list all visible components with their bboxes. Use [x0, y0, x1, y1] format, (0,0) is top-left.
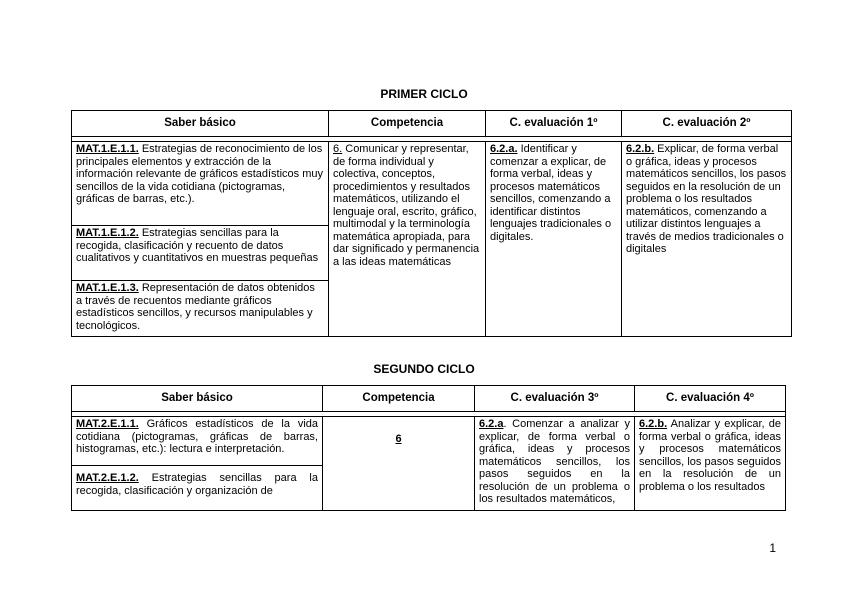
header-saber-basico: Saber básico	[72, 111, 329, 137]
saber-text: Estrategias de reconocimiento de los principales elementos y extracción de la información relevante de gráficos estadísticos muy sencillos de la vida cotidiana (pictogramas, gráficas de barras, etc.).	[76, 143, 324, 205]
header-competencia: Competencia	[329, 111, 486, 137]
saber-code: MAT.1.E.1.1.	[76, 143, 139, 155]
header-competencia: Competencia	[323, 386, 475, 412]
saber-text: Estrategias sencillas para la recogida, clasificación y organización de	[76, 472, 318, 497]
saber-cell	[72, 417, 323, 466]
saber-code: MAT.2.E.1.2.	[76, 472, 139, 484]
page-number: 1	[769, 541, 776, 555]
saber-text: Representación de datos obtenidos a través de recuentos mediante gráficos estadísticos sencillos, y recursos manipulables y tecnológicos.	[76, 282, 315, 332]
competencia-cell	[323, 417, 475, 511]
header-eval-1: C. evaluación 1º	[486, 111, 622, 137]
eval-text: Identificar y comenzar a explicar, de forma verbal, ideas y procesos matemáticos sencillos, comenzando a identificar distintos lenguajes tradicionales o digitales.	[490, 143, 612, 243]
eval-code: 6.2.a.	[490, 143, 518, 155]
saber-code: MAT.1.E.1.2.	[76, 227, 139, 239]
eval-4-cell	[635, 417, 786, 511]
saber-code: MAT.2.E.1.1.	[76, 418, 139, 430]
eval-1-cell	[486, 142, 622, 337]
eval-2-cell	[622, 142, 792, 337]
header-eval-4: C. evaluación 4º	[635, 386, 786, 412]
table-segundo-ciclo	[71, 385, 786, 511]
eval-code: 6.2.b.	[639, 418, 668, 430]
saber-cell	[72, 226, 329, 281]
competencia-num: 6	[395, 433, 402, 445]
saber-text: Gráficos estadísticos de la vida cotidiana (pictogramas, gráficas de barras, histogramas, etc.): lectura e interpretación.	[76, 418, 318, 455]
competencia-cell	[329, 142, 486, 337]
competencia-num: 6.	[333, 143, 343, 155]
section-title-primer-ciclo: PRIMER CICLO	[380, 87, 468, 101]
competencia-text: Comunicar y representar, de forma individual y colectiva, conceptos, procedimientos y resultados matemáticos, utilizando el lenguaje oral, escrito, gráfico, multimodal y la terminología matemática apropiada, para dar significado y permanencia a las ideas matemáticas	[333, 143, 480, 268]
table-primer-ciclo	[71, 110, 792, 337]
saber-text: Estrategias sencillas para la recogida, clasificación y recuento de datos cualitativos y cuantitativos en muestras pequeñas	[76, 227, 319, 264]
header-eval-3: C. evaluación 3º	[475, 386, 635, 412]
eval-code: 6.2.b.	[626, 143, 655, 155]
eval-text: Explicar, de forma verbal o gráfica, ideas y procesos matemáticos sencillos, los pasos seguidos en la resolución de un problema o los resultados matemáticos, comenzando a utilizar distintos lenguajes a través de medios tradicionales o digitales	[626, 143, 787, 255]
eval-3-cell	[475, 417, 635, 511]
saber-cell	[72, 142, 329, 226]
saber-cell	[72, 466, 323, 511]
eval-code: 6.2.a	[479, 418, 504, 430]
eval-text: . Comenzar a analizar y explicar, de forma verbal o gráfica, ideas y procesos matemáticos sencillos, los pasos seguidos en la resolución de un problema o los resultados matemáticos,	[479, 418, 630, 505]
section-title-segundo-ciclo: SEGUNDO CICLO	[373, 362, 475, 376]
header-saber-basico: Saber básico	[72, 386, 323, 412]
saber-code: MAT.1.E.1.3.	[76, 282, 139, 294]
header-eval-2: C. evaluación 2º	[622, 111, 792, 137]
eval-text: Analizar y explicar, de forma verbal o gráfica, ideas y procesos matemáticos sencillos, los pasos seguidos en la resolución de un problema o los resultados	[639, 418, 781, 493]
saber-cell	[72, 281, 329, 337]
